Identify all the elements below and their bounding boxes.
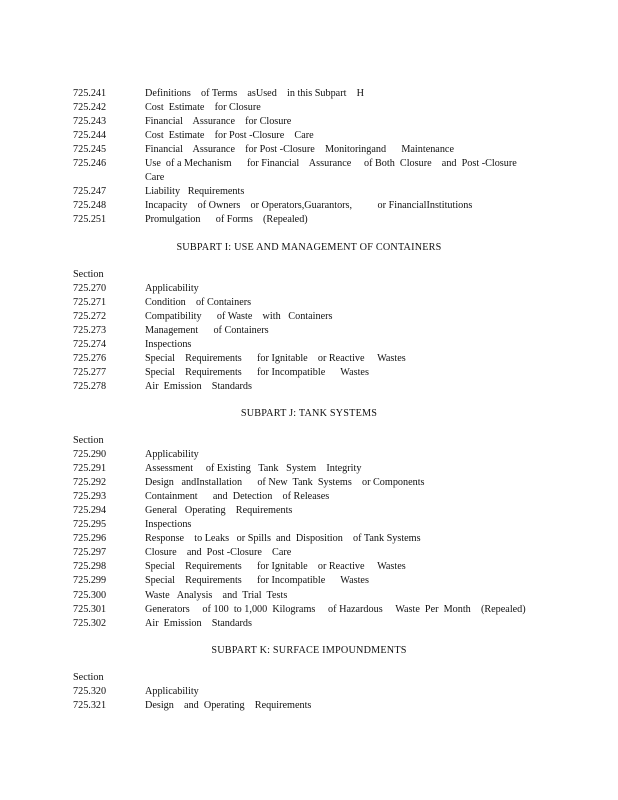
section-number: 725.248 (73, 200, 107, 212)
section-title: Care (145, 172, 165, 184)
section-number: 725.295 (73, 519, 107, 531)
section-title: Applicability (145, 282, 199, 294)
section-title: Condition of Containers (145, 296, 252, 308)
section-number: 725.242 (73, 102, 107, 114)
section-title: Liability Requirements (145, 186, 245, 198)
section-number: 725.300 (73, 589, 107, 601)
section-number: 725.296 (73, 533, 107, 545)
section-title: Use of a Mechanism for Financial Assurance of Both Closure and Post -Closure (145, 158, 517, 170)
section-number: 725.302 (73, 617, 107, 629)
section-number: 725.297 (73, 547, 107, 559)
section-number: 725.298 (73, 561, 107, 573)
subpart-heading: SUBPART I: USE AND MANAGEMENT OF CONTAINERS (176, 241, 442, 253)
section-title: Cost Estimate for Post -Closure Care (145, 130, 314, 142)
section-number: 725.321 (73, 699, 107, 711)
section-title: Special Requirements for Incompatible Wastes (145, 366, 369, 378)
subpart-heading: SUBPART K: SURFACE IMPOUNDMENTS (211, 644, 407, 656)
section-number: 725.244 (73, 130, 107, 142)
section-label: Section (73, 268, 104, 280)
section-title: Waste Analysis and Trial Tests (145, 589, 288, 601)
section-title: Special Requirements for Ignitable or Reactive Wastes (145, 561, 406, 573)
subpart-heading: SUBPART J: TANK SYSTEMS (240, 407, 378, 419)
section-number: 725.291 (73, 463, 107, 475)
section-number: 725.301 (73, 603, 107, 615)
section-title: Incapacity of Owners or Operators,Guarantors, or FinancialInstitutions (145, 200, 473, 212)
section-number: 725.299 (73, 575, 107, 587)
section-number: 725.320 (73, 685, 107, 697)
section-label: Section (73, 671, 104, 683)
section-title: Generators of 100 to 1,000 Kilograms of Hazardous Waste Per Month (Repealed) (145, 603, 526, 615)
section-title: Air Emission Standards (145, 617, 252, 629)
section-title: Containment and Detection of Releases (145, 491, 330, 503)
section-title: Cost Estimate for Closure (145, 102, 261, 114)
section-title: Management of Containers (145, 324, 269, 336)
section-title: Compatibility of Waste with Containers (145, 310, 333, 322)
section-title: Air Emission Standards (145, 380, 252, 392)
section-number: 725.293 (73, 491, 107, 503)
section-title: Promulgation of Forms (Repealed) (145, 214, 308, 226)
section-number: 725.273 (73, 324, 107, 336)
section-title: Design and Operating Requirements (145, 699, 312, 711)
section-title: General Operating Requirements (145, 505, 293, 517)
section-number: 725.247 (73, 186, 107, 198)
section-number: 725.276 (73, 352, 107, 364)
section-title: Special Requirements for Incompatible Wastes (145, 575, 369, 587)
section-title: Applicability (145, 685, 199, 697)
section-number: 725.243 (73, 116, 107, 128)
section-title: Special Requirements for Ignitable or Reactive Wastes (145, 352, 406, 364)
section-number: 725.251 (73, 214, 107, 226)
section-number: 725.274 (73, 338, 107, 350)
section-title: Closure and Post -Closure Care (145, 547, 292, 559)
section-title: Financial Assurance for Post -Closure Monitoringand Maintenance (145, 144, 454, 156)
section-number: 725.245 (73, 144, 107, 156)
section-title: Definitions of Terms asUsed in this Subpart H (145, 88, 364, 99)
section-title: Applicability (145, 449, 199, 460)
section-title: Inspections (145, 338, 192, 350)
section-title: Inspections (145, 519, 192, 531)
section-number: 725.294 (73, 505, 107, 517)
section-number: 725.292 (73, 477, 107, 489)
section-title: Response to Leaks or Spills and Disposition of Tank Systems (145, 533, 421, 545)
section-number: 725.246 (73, 158, 107, 170)
section-title: Financial Assurance for Closure (145, 116, 292, 128)
section-label: Section (73, 434, 104, 446)
section-number: 725.277 (73, 366, 107, 378)
section-number: 725.278 (73, 380, 107, 392)
section-number: 725.272 (73, 310, 107, 322)
section-title: Assessment of Existing Tank System Integrity (145, 463, 362, 475)
section-number: 725.270 (73, 282, 107, 294)
section-number: 725.241 (73, 88, 107, 99)
section-number: 725.290 (73, 449, 107, 460)
section-number: 725.271 (73, 296, 107, 308)
section-title: Design andInstallation of New Tank Systems or Components (145, 477, 425, 489)
